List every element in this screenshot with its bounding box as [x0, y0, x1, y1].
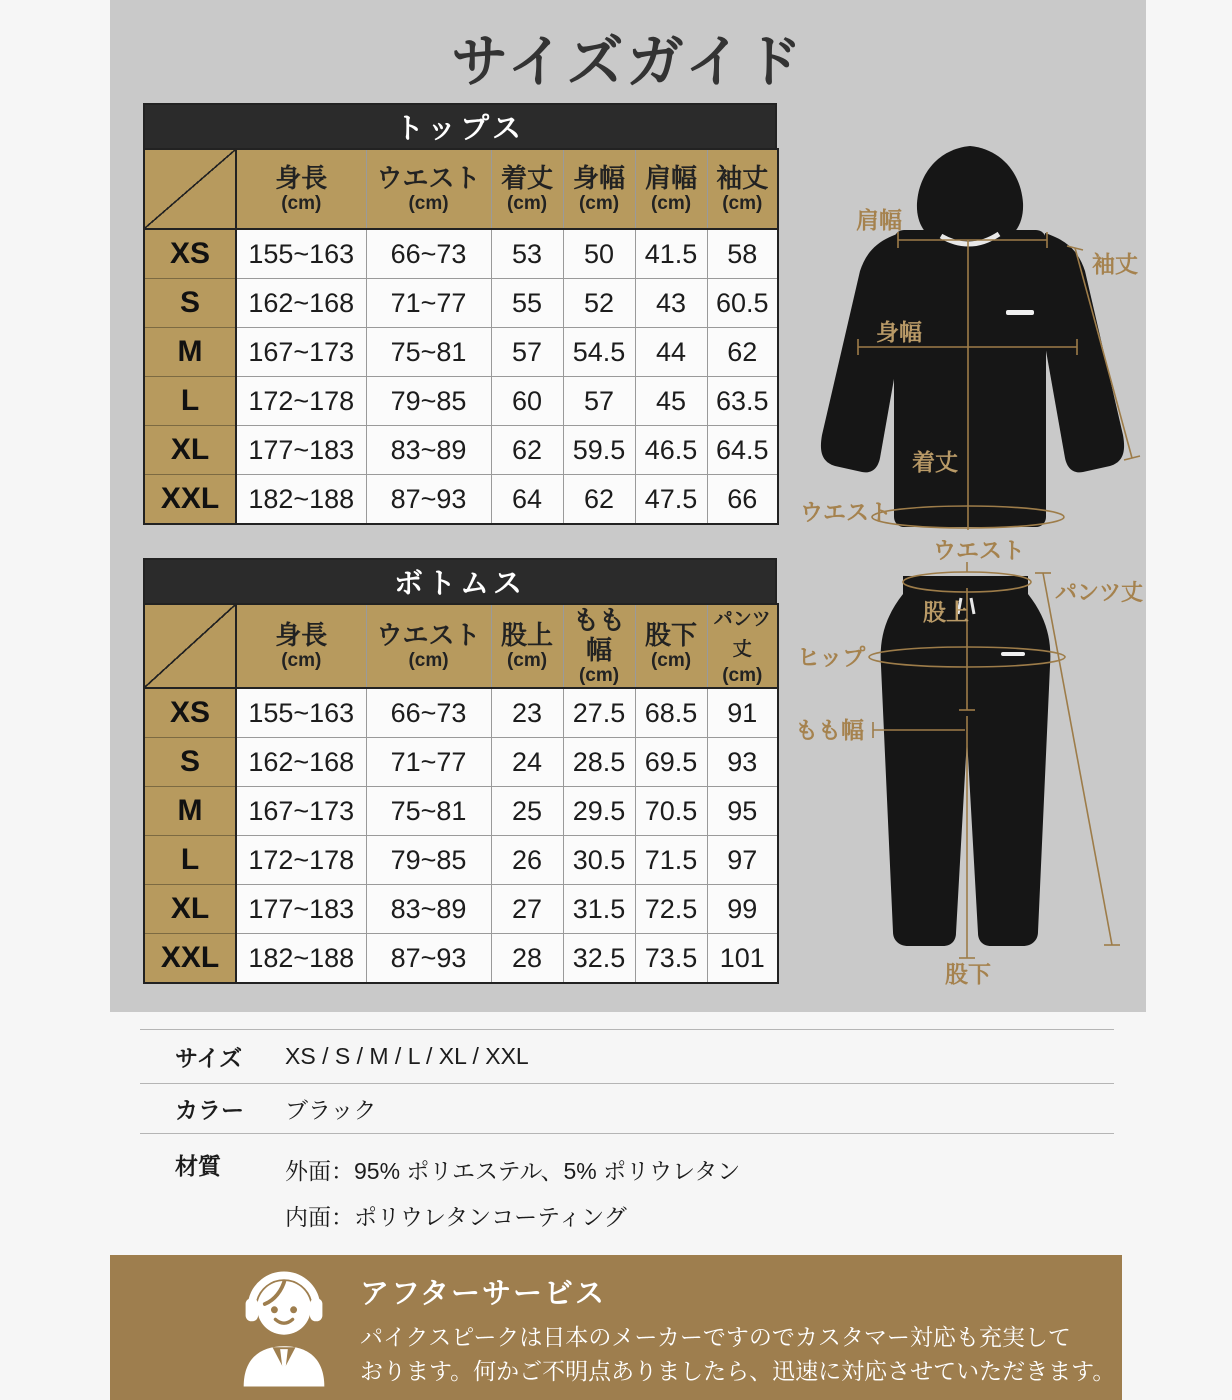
measurement-cell: 72.5	[635, 885, 707, 934]
spec-row-material	[140, 1133, 1114, 1230]
measurement-cell: 162~168	[236, 279, 366, 328]
measurement-cell: 30.5	[563, 836, 635, 885]
column-header: ウエスト (cm)	[366, 149, 491, 229]
size-row-label: XL	[144, 885, 236, 934]
measurement-cell: 75~81	[366, 787, 491, 836]
measurement-cell: 57	[491, 328, 563, 377]
table-row	[144, 836, 778, 885]
jacket-length-label: 着丈	[912, 449, 958, 475]
tops-table-title: トップス	[143, 103, 777, 148]
after-service-banner	[110, 1255, 1122, 1400]
tops-table	[143, 148, 779, 525]
jacket-body-width-label: 身幅	[876, 319, 922, 345]
measurement-cell: 28.5	[563, 738, 635, 787]
spec-color-label: カラー	[175, 1097, 244, 1123]
measurement-cell: 59.5	[563, 426, 635, 475]
size-row-label: L	[144, 377, 236, 426]
measurement-cell: 68.5	[635, 688, 707, 738]
column-header: パンツ丈 (cm)	[707, 604, 778, 688]
measurement-cell: 87~93	[366, 934, 491, 984]
jacket-torso	[894, 230, 1046, 527]
table-row	[144, 426, 778, 475]
size-row-label: M	[144, 787, 236, 836]
measurement-cell: 62	[563, 475, 635, 525]
measurement-cell: 54.5	[563, 328, 635, 377]
measurement-cell: 66~73	[366, 229, 491, 279]
jacket-sleeve-label: 袖丈	[1092, 251, 1138, 277]
column-header: 肩幅 (cm)	[635, 149, 707, 229]
bottoms-header-row	[144, 604, 778, 688]
measurement-cell: 91	[707, 688, 778, 738]
measurement-cell: 53	[491, 229, 563, 279]
banner-title: アフターサービス	[360, 1278, 606, 1310]
measurement-cell: 44	[635, 328, 707, 377]
pants-measurement-diagram	[795, 540, 1146, 1010]
measurement-cell: 70.5	[635, 787, 707, 836]
pants-rise-label: 股上	[923, 599, 969, 625]
size-row-label: XXL	[144, 475, 236, 525]
jacket-measurement-diagram	[800, 140, 1145, 540]
spec-material-label: 材質	[175, 1153, 221, 1179]
spec-row-color	[140, 1083, 1114, 1133]
table-row	[144, 688, 778, 738]
spec-material-line2: 内面：ポリウレタンコーティング	[285, 1204, 627, 1230]
spec-material-value	[285, 1148, 740, 1240]
column-header: ウエスト (cm)	[366, 604, 491, 688]
measurement-cell: 41.5	[635, 229, 707, 279]
pants-inseam-label: 股下	[945, 961, 991, 987]
size-row-label: M	[144, 328, 236, 377]
measurement-cell: 79~85	[366, 836, 491, 885]
measurement-cell: 45	[635, 377, 707, 426]
measurement-cell: 62	[707, 328, 778, 377]
measurement-cell: 172~178	[236, 836, 366, 885]
product-specs	[140, 1029, 1114, 1230]
bottoms-size-table	[143, 558, 777, 984]
table-row	[144, 934, 778, 984]
pants-waist-label: ウエスト	[933, 540, 1025, 563]
size-row-label: XS	[144, 229, 236, 279]
measurement-cell: 26	[491, 836, 563, 885]
measurement-cell: 60	[491, 377, 563, 426]
spec-material-line1: 外面：95% ポリエステル、5% ポリウレタン	[285, 1158, 741, 1184]
column-header: 着丈 (cm)	[491, 149, 563, 229]
tops-header-row	[144, 149, 778, 229]
measurement-cell: 162~168	[236, 738, 366, 787]
measurement-cell: 79~85	[366, 377, 491, 426]
measurement-cell: 55	[491, 279, 563, 328]
measurement-cell: 172~178	[236, 377, 366, 426]
table-row	[144, 787, 778, 836]
customer-support-icon	[236, 1265, 332, 1391]
size-row-label: S	[144, 738, 236, 787]
spec-row-size	[140, 1029, 1114, 1083]
jacket-waist-label: ウエスト	[800, 499, 892, 525]
measurement-cell: 66	[707, 475, 778, 525]
measurement-cell: 101	[707, 934, 778, 984]
measurement-cell: 50	[563, 229, 635, 279]
measurement-cell: 27.5	[563, 688, 635, 738]
jacket-shoulder-label: 肩幅	[856, 207, 902, 233]
pants-thigh-label: もも幅	[795, 717, 864, 743]
table-row	[144, 279, 778, 328]
spec-size-value: XS / S / M / L / XL / XXL	[285, 1043, 529, 1069]
tops-size-table	[143, 103, 777, 525]
measurement-cell: 52	[563, 279, 635, 328]
size-row-label: L	[144, 836, 236, 885]
measurement-cell: 60.5	[707, 279, 778, 328]
measurement-cell: 47.5	[635, 475, 707, 525]
column-header: もも幅 (cm)	[563, 604, 635, 688]
jacket-chest-logo	[1006, 310, 1034, 315]
measurement-cell: 93	[707, 738, 778, 787]
corner-diagonal-cell	[144, 604, 236, 688]
measurement-cell: 83~89	[366, 885, 491, 934]
measurement-cell: 182~188	[236, 934, 366, 984]
measurement-cell: 24	[491, 738, 563, 787]
measurement-cell: 57	[563, 377, 635, 426]
measurement-cell: 27	[491, 885, 563, 934]
measurement-cell: 58	[707, 229, 778, 279]
pants-length-label: パンツ丈	[1055, 580, 1144, 605]
measurement-cell: 83~89	[366, 426, 491, 475]
spec-color-value: ブラック	[285, 1097, 377, 1123]
column-header: 身長 (cm)	[236, 149, 366, 229]
table-row	[144, 738, 778, 787]
measurement-cell: 69.5	[635, 738, 707, 787]
measurement-cell: 62	[491, 426, 563, 475]
measurement-cell: 95	[707, 787, 778, 836]
banner-line2: おります。何かご不明点ありましたら、迅速に対応させていただきます。	[360, 1358, 1116, 1384]
measurement-cell: 32.5	[563, 934, 635, 984]
bottoms-table-title: ボトムス	[143, 558, 777, 603]
column-header: 股上 (cm)	[491, 604, 563, 688]
jacket-left-sleeve	[821, 233, 900, 472]
measurement-cell: 167~173	[236, 787, 366, 836]
size-row-label: S	[144, 279, 236, 328]
table-row	[144, 885, 778, 934]
measurement-cell: 182~188	[236, 475, 366, 525]
measurement-cell: 28	[491, 934, 563, 984]
pants-logo	[1001, 652, 1025, 656]
measurement-cell: 71.5	[635, 836, 707, 885]
column-header: 袖丈 (cm)	[707, 149, 778, 229]
size-row-label: XL	[144, 426, 236, 475]
measurement-cell: 75~81	[366, 328, 491, 377]
measurement-cell: 63.5	[707, 377, 778, 426]
column-header: 股下 (cm)	[635, 604, 707, 688]
measurement-cell: 23	[491, 688, 563, 738]
measurement-cell: 87~93	[366, 475, 491, 525]
banner-text-block	[360, 1271, 1115, 1388]
measurement-cell: 71~77	[366, 279, 491, 328]
corner-diagonal-cell	[144, 149, 236, 229]
measurement-cell: 29.5	[563, 787, 635, 836]
table-row	[144, 377, 778, 426]
size-row-label: XXL	[144, 934, 236, 984]
measurement-cell: 167~173	[236, 328, 366, 377]
column-header: 身長 (cm)	[236, 604, 366, 688]
measurement-cell: 31.5	[563, 885, 635, 934]
spec-size-label: サイズ	[175, 1045, 243, 1071]
column-header: 身幅 (cm)	[563, 149, 635, 229]
measurement-cell: 43	[635, 279, 707, 328]
bottoms-table	[143, 603, 779, 984]
jacket-hood	[917, 146, 1023, 242]
size-row-label: XS	[144, 688, 236, 738]
measurement-cell: 155~163	[236, 688, 366, 738]
table-row	[144, 328, 778, 377]
size-guide-panel	[110, 0, 1146, 1012]
measurement-cell: 64.5	[707, 426, 778, 475]
measurement-cell: 25	[491, 787, 563, 836]
measurement-cell: 177~183	[236, 426, 366, 475]
measurement-cell: 71~77	[366, 738, 491, 787]
pants-silhouette	[881, 576, 1051, 946]
measurement-cell: 73.5	[635, 934, 707, 984]
measurement-cell: 177~183	[236, 885, 366, 934]
table-row	[144, 229, 778, 279]
measurement-cell: 99	[707, 885, 778, 934]
page-title: サイズガイド	[451, 30, 805, 94]
measurement-cell: 97	[707, 836, 778, 885]
measurement-cell: 46.5	[635, 426, 707, 475]
measurement-cell: 64	[491, 475, 563, 525]
measurement-cell: 155~163	[236, 229, 366, 279]
banner-line1: パイクスピークは日本のメーカーですのでカスタマー対応も充実して	[360, 1324, 1071, 1350]
measurement-cell: 66~73	[366, 688, 491, 738]
pants-hip-label: ヒップ	[797, 644, 866, 670]
table-row	[144, 475, 778, 525]
